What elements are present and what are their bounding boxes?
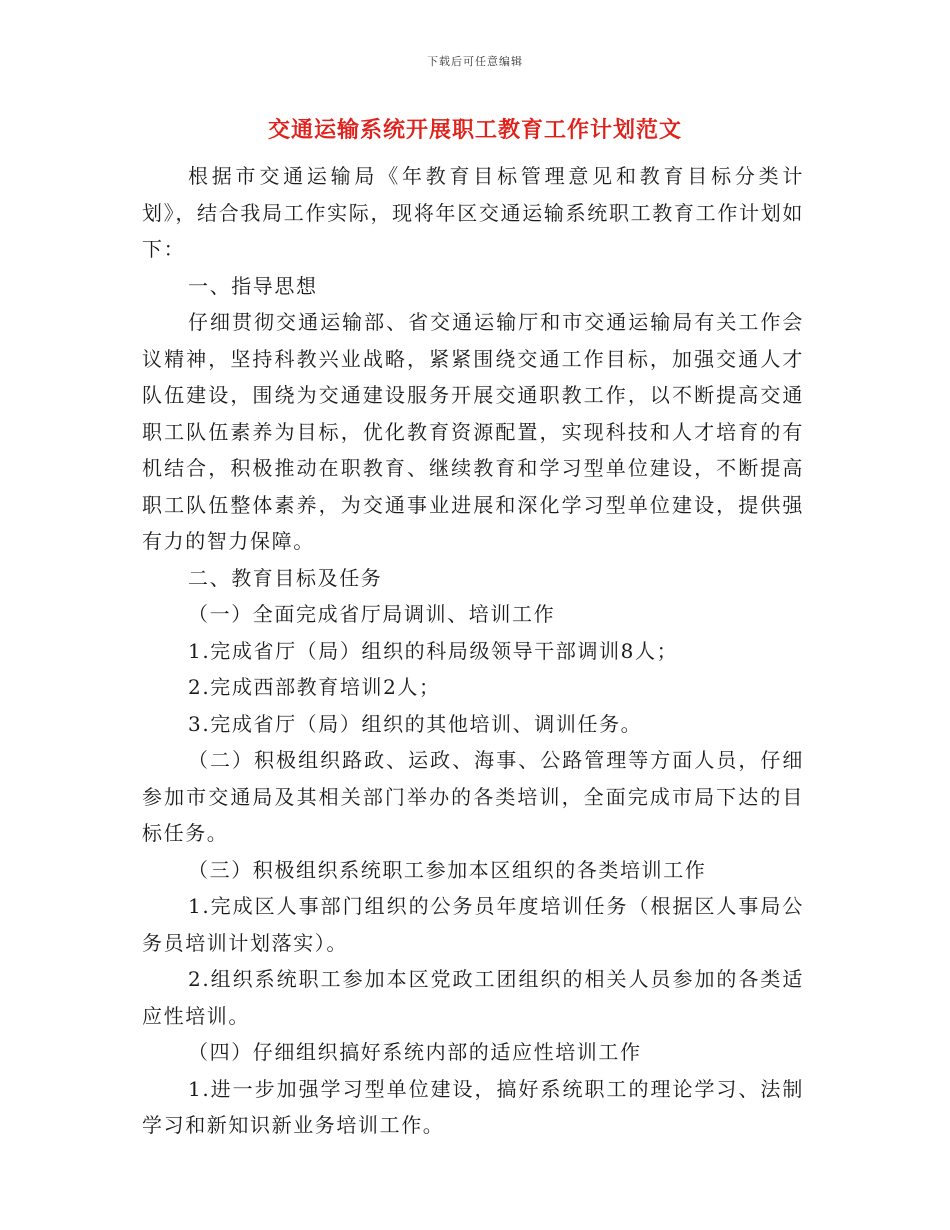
list-item: 1.进一步加强学习型单位建设，搞好系统职工的理论学习、法制学习和新知识新业务培训工作。 [142, 1076, 804, 1137]
list-item: 1.完成省厅（局）组织的科局级领导干部调训8人； [188, 638, 679, 663]
section-heading-guiding-ideology: 一、指导思想 [188, 273, 318, 298]
header-note: 下载后可任意编辑 [427, 55, 523, 68]
subsection-heading-4: （四）仔细组织搞好系统内部的适应性培训工作 [188, 1040, 642, 1064]
subsection-heading-1: （一）全面完成省厅局调训、培训工作 [188, 602, 556, 626]
list-item: 2.组织系统职工参加本区党政工团组织的相关人员参加的各类适应性培训。 [142, 967, 804, 1028]
subsection-heading-2: （二）积极组织路政、运政、海事、公路管理等方面人员，仔细参加市交通局及其相关部门举办的各类培训，全面完成市局下达的目标任务。 [142, 748, 804, 845]
paragraph-guiding-ideology: 仔细贯彻交通运输部、省交通运输厅和市交通运输局有关工作会议精神，坚持科教兴业战略，紧紧围绕交通工作目标，加强交通人才队伍建设，围绕为交通建设服务开展交通职教工作，以不断提高交通职工队伍素养为目标，优化教育资源配置，实现科技和人才培育的有机结合，积极推动在职教育、继续教育和学习型单位建设，不断提高职工队伍整体素养，为交通事业进展和深化学习型单位建设，提供强有力的智力保障。 [142, 310, 804, 553]
list-item: 3.完成省厅（局）组织的其他培训、调训任务。 [188, 711, 643, 736]
list-item: 2.完成西部教育培训2人； [188, 675, 441, 699]
section-heading-goals-tasks: 二、教育目标及任务 [188, 565, 383, 590]
document-body [142, 158, 804, 1144]
document-title: 交通运输系统开展职工教育工作计划范文 [267, 118, 682, 143]
paragraph-intro: 根据市交通运输局《年教育目标管理意见和教育目标分类计划》，结合我局工作实际，现将年区交通运输系统职工教育工作计划如下： [142, 164, 804, 261]
subsection-heading-3: （三）积极组织系统职工参加本区组织的各类培训工作 [188, 857, 707, 882]
list-item: 1.完成区人事部门组织的公务员年度培训任务（根据区人事局公务员培训计划落实）。 [142, 894, 804, 955]
